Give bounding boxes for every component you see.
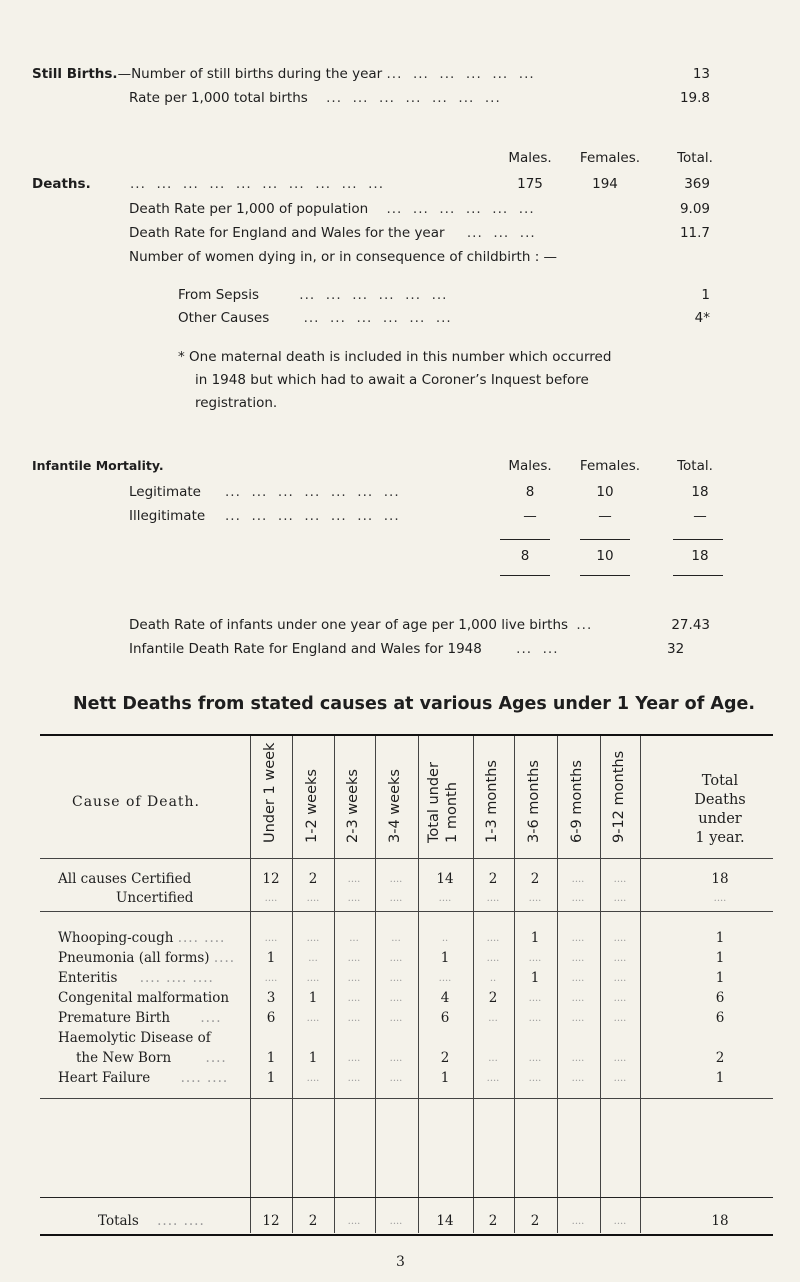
sum-rule (500, 575, 550, 576)
table-cell: .... (347, 1053, 361, 1064)
infant-rate-line (129, 617, 592, 633)
sepsis-value: 1 (701, 287, 710, 303)
table-cell: .... (389, 1216, 403, 1227)
table-cell: .... (347, 1216, 361, 1227)
table-cell: .... (486, 893, 500, 904)
deaths-total-header: Total. (677, 150, 713, 166)
still-births-rate: 19.8 (679, 90, 710, 106)
column-divider (375, 736, 376, 1233)
age-header: Under 1 week (262, 742, 278, 843)
table-cell: .... (613, 1053, 627, 1064)
still-births-line1 (32, 66, 535, 82)
leader-dots: ... ... ... ... ... ... (386, 201, 535, 217)
table-cell: .... (613, 1216, 627, 1227)
table-title: Nett Deaths from stated causes at various Ages under 1 Year of Age. (73, 694, 755, 714)
row-label-certified: All causes Certified (58, 871, 192, 887)
table-cell: 1 (308, 1050, 318, 1066)
table-cell: .... (347, 1013, 361, 1024)
table-cell: .. (441, 933, 449, 944)
deaths-females-header: Females. (579, 150, 641, 166)
row-divider (40, 1098, 773, 1099)
leader-dots: ... ... (516, 641, 559, 657)
table-cell: 6 (266, 1010, 276, 1026)
column-divider (473, 736, 474, 1233)
table-cell: .... (571, 953, 585, 964)
table-cell: .... (306, 1013, 320, 1024)
table-cell: .... (347, 993, 361, 1004)
cause-text: Heart Failure (58, 1070, 151, 1086)
table-cell: 1 (530, 930, 540, 946)
row-label-congenital: Congenital malformation (58, 990, 230, 1006)
table-cell: 18 (711, 871, 729, 887)
deaths-heading: Deaths. (32, 176, 91, 192)
other-causes-label: Other Causes (178, 310, 270, 326)
cause-text: Premature Birth (58, 1010, 171, 1026)
table-cell: 2 (488, 871, 498, 887)
sum-rule (500, 539, 550, 540)
totals-divider (40, 1197, 773, 1198)
total-header-line: Total (701, 773, 739, 789)
column-divider (418, 736, 419, 1233)
leader-dots: .... .... (157, 1213, 205, 1229)
cause-of-death-header: Cause of Death. (72, 794, 201, 810)
table-cell: .... (389, 1073, 403, 1084)
ew-death-rate-value: 11.7 (679, 225, 710, 241)
row-divider (40, 858, 773, 859)
table-cell: 1 (266, 1070, 276, 1086)
table-cell: 1 (715, 970, 725, 986)
table-cell: 1 (440, 950, 450, 966)
deaths-total: 369 (684, 176, 710, 192)
table-cell: .... (713, 893, 727, 904)
row-label-new-born (76, 1050, 227, 1066)
table-cell: .... (613, 893, 627, 904)
age-header: 2-3 weeks (345, 769, 361, 843)
table-cell: ... (488, 1053, 498, 1064)
table-cell: 6 (440, 1010, 450, 1026)
legitimate-females: 10 (596, 484, 614, 500)
illegitimate-label: Illegitimate (129, 508, 206, 524)
infantile-heading: Infantile Mortality. (32, 458, 164, 473)
table-cell: .... (347, 893, 361, 904)
infant-ew-label: Infantile Death Rate for England and Wales for 1948 (129, 641, 482, 657)
table-bottom-border (40, 1234, 773, 1236)
table-cell: .... (389, 973, 403, 984)
table-cell: .... (347, 953, 361, 964)
death-rate-line (129, 201, 535, 217)
legitimate-label: Legitimate (129, 484, 201, 500)
table-cell: .... (571, 893, 585, 904)
infant-ew-line (129, 641, 559, 657)
leader-dots: ... ... ... ... ... ... ... (326, 90, 501, 106)
table-cell: .... (571, 933, 585, 944)
infant-ew-value: 32 (667, 641, 685, 657)
leader-dots: ... (576, 617, 593, 633)
infantile-total-males: 8 (520, 548, 530, 564)
table-cell: ... (308, 953, 318, 964)
table-cell: .... (389, 953, 403, 964)
age-header: Total under (426, 762, 442, 843)
footnote-line-2: in 1948 but which had to await a Coroner’s Inquest before (195, 372, 589, 388)
table-cell: 2 (488, 990, 498, 1006)
table-cell: 14 (436, 871, 454, 887)
table-cell: .... (571, 1053, 585, 1064)
deaths-males-header: Males. (508, 150, 552, 166)
table-cell: .... (438, 893, 452, 904)
leader-dots: .... (205, 1050, 227, 1066)
table-cell: .... (613, 1013, 627, 1024)
death-rate-value: 9.09 (679, 201, 710, 217)
row-label-totals (98, 1213, 205, 1229)
still-births-count: 13 (692, 66, 710, 82)
leader-dots: .... .... (180, 1070, 229, 1086)
table-cell: 18 (711, 1213, 729, 1229)
table-cell: .... (528, 1073, 542, 1084)
illegitimate-total: — (693, 508, 707, 524)
table-cell: 2 (440, 1050, 450, 1066)
table-cell: 2 (530, 871, 540, 887)
table-cell: 12 (262, 871, 280, 887)
row-label-premature (58, 1010, 222, 1026)
deaths-females: 194 (592, 176, 618, 192)
still-births-rate-line (129, 90, 501, 106)
still-births-rate-label: Rate per 1,000 total births (129, 90, 308, 106)
table-cell: 14 (436, 1213, 454, 1229)
table-cell: .... (306, 973, 320, 984)
legitimate-males: 8 (525, 484, 535, 500)
ew-death-rate-label: Death Rate for England and Wales for the year (129, 225, 445, 241)
maternal-deaths-label: Number of women dying in, or in consequence of childbirth : — (129, 249, 558, 265)
column-divider (600, 736, 601, 1233)
cause-text: Totals (98, 1213, 139, 1229)
table-cell: .... (528, 1013, 542, 1024)
still-births-heading: Still Births. (32, 66, 118, 82)
infantile-total-header: Total. (677, 458, 713, 474)
table-cell: .... (347, 874, 361, 885)
table-cell: .... (389, 1013, 403, 1024)
table-cell: .... (486, 1073, 500, 1084)
sum-rule (580, 575, 630, 576)
total-header-line: under (698, 811, 742, 827)
table-cell: .... (306, 1073, 320, 1084)
row-label-pneumonia (58, 950, 235, 966)
row-label-haemolytic: Haemolytic Disease of (58, 1030, 211, 1046)
table-cell: 1 (266, 950, 276, 966)
table-cell: 1 (266, 1050, 276, 1066)
table-cell: .... (347, 973, 361, 984)
illegitimate-males: — (523, 508, 537, 524)
cause-text: Pneumonia (all forms) (58, 950, 210, 966)
table-cell: .... (389, 893, 403, 904)
infant-rate-label: Death Rate of infants under one year of age per 1,000 live births (129, 617, 569, 633)
table-cell: 12 (262, 1213, 280, 1229)
cause-text: the New Born (76, 1050, 172, 1066)
leader-dots: ... ... ... ... ... ... ... (225, 484, 400, 500)
deaths-males: 175 (517, 176, 543, 192)
table-cell: .... (613, 1073, 627, 1084)
infantile-total-total: 18 (691, 548, 709, 564)
page-number: 3 (396, 1254, 405, 1270)
column-divider (250, 736, 251, 1233)
row-label-enteritis (58, 970, 214, 986)
sepsis-label: From Sepsis (178, 287, 259, 303)
table-cell: .... (528, 953, 542, 964)
leader-dots: ... ... ... ... ... ... (303, 310, 452, 326)
row-label-heart-failure (58, 1070, 228, 1086)
table-cell: .... (571, 874, 585, 885)
death-rate-label: Death Rate per 1,000 of population (129, 201, 369, 217)
table-cell: .... (613, 874, 627, 885)
table-cell: .... (528, 1053, 542, 1064)
table-cell: 2 (308, 871, 318, 887)
total-header-line: 1 year. (695, 830, 745, 846)
table-cell: ... (391, 933, 401, 944)
table-cell: .... (528, 993, 542, 1004)
total-header-line: Deaths (694, 792, 746, 808)
infant-rate-value: 27.43 (671, 617, 710, 633)
other-causes-value: 4* (694, 310, 710, 326)
table-cell: .... (571, 1013, 585, 1024)
leader-dots: ... ... ... ... ... ... (386, 66, 535, 82)
table-cell: .... (264, 973, 278, 984)
table-cell: 2 (715, 1050, 725, 1066)
other-causes-line (178, 310, 452, 326)
sum-rule (673, 539, 723, 540)
table-cell: .... (613, 993, 627, 1004)
table-cell: 2 (308, 1213, 318, 1229)
table-cell: .... (389, 1053, 403, 1064)
age-header: 1-3 months (484, 760, 500, 843)
column-divider (292, 736, 293, 1233)
table-cell: 2 (530, 1213, 540, 1229)
table-cell: .... (438, 973, 452, 984)
table-cell: .... (264, 893, 278, 904)
age-header: 1 month (444, 782, 460, 843)
age-header: 3-6 months (526, 760, 542, 843)
table-cell: 6 (715, 1010, 725, 1026)
still-births-label: —Number of still births during the year (117, 66, 383, 82)
table-cell: .... (486, 933, 500, 944)
table-cell: 1 (715, 930, 725, 946)
table-cell: 1 (308, 990, 318, 1006)
table-cell: .... (389, 993, 403, 1004)
cause-text: Enteritis (58, 970, 118, 986)
table-cell: .... (347, 1073, 361, 1084)
age-header: 9-12 months (611, 750, 627, 843)
table-cell: .... (264, 933, 278, 944)
table-cell: 1 (530, 970, 540, 986)
sepsis-line (178, 287, 447, 303)
infantile-total-females: 10 (596, 548, 614, 564)
column-divider (334, 736, 335, 1233)
legitimate-total: 18 (691, 484, 709, 500)
table-cell: .... (528, 893, 542, 904)
row-divider (40, 911, 773, 912)
age-header: 3-4 weeks (387, 769, 403, 843)
table-cell: ... (349, 933, 359, 944)
table-cell: .... (613, 973, 627, 984)
table-cell: .... (486, 953, 500, 964)
table-cell: .... (613, 953, 627, 964)
table-cell: .... (306, 893, 320, 904)
leader-dots: ... ... ... ... ... ... ... ... ... ... (130, 176, 384, 192)
table-cell: 6 (715, 990, 725, 1006)
table-cell: .... (613, 933, 627, 944)
column-divider (557, 736, 558, 1233)
row-label-whooping-cough (58, 930, 225, 946)
table-cell: 1 (715, 1070, 725, 1086)
table-cell: 4 (440, 990, 450, 1006)
table-cell: .... (571, 993, 585, 1004)
leader-dots: .... .... .... (139, 970, 214, 986)
table-cell: ... (488, 1013, 498, 1024)
age-header: 1-2 weeks (304, 769, 320, 843)
infantile-females-header: Females. (579, 458, 641, 474)
table-cell: .... (306, 933, 320, 944)
table-cell: .... (571, 1073, 585, 1084)
illegitimate-females: — (598, 508, 612, 524)
table-cell: 1 (715, 950, 725, 966)
footnote-line-3: registration. (195, 395, 278, 411)
age-header: 6-9 months (569, 760, 585, 843)
table-cell: .... (571, 1216, 585, 1227)
footnote-line-1: * One maternal death is included in this number which occurred (178, 349, 612, 365)
ew-death-rate-line (129, 225, 536, 241)
leader-dots: ... ... ... (466, 225, 536, 241)
leader-dots: .... (200, 1010, 222, 1026)
sum-rule (580, 539, 630, 540)
leader-dots: ... ... ... ... ... ... ... (225, 508, 400, 524)
table-cell: .. (489, 973, 497, 984)
leader-dots: ... ... ... ... ... ... (299, 287, 448, 303)
leader-dots: .... (213, 950, 236, 966)
table-cell: .... (389, 874, 403, 885)
cause-text: Whooping-cough (58, 930, 174, 946)
table-cell: 1 (440, 1070, 450, 1086)
leader-dots: .... .... (177, 930, 226, 946)
table-cell: .... (571, 973, 585, 984)
table-top-border (40, 734, 773, 736)
table-cell: 2 (488, 1213, 498, 1229)
table-cell: 3 (266, 990, 276, 1006)
column-divider (640, 736, 641, 1233)
sum-rule (673, 575, 723, 576)
total-deaths-header (665, 772, 775, 848)
row-label-uncertified: Uncertified (116, 890, 194, 906)
infantile-males-header: Males. (508, 458, 552, 474)
